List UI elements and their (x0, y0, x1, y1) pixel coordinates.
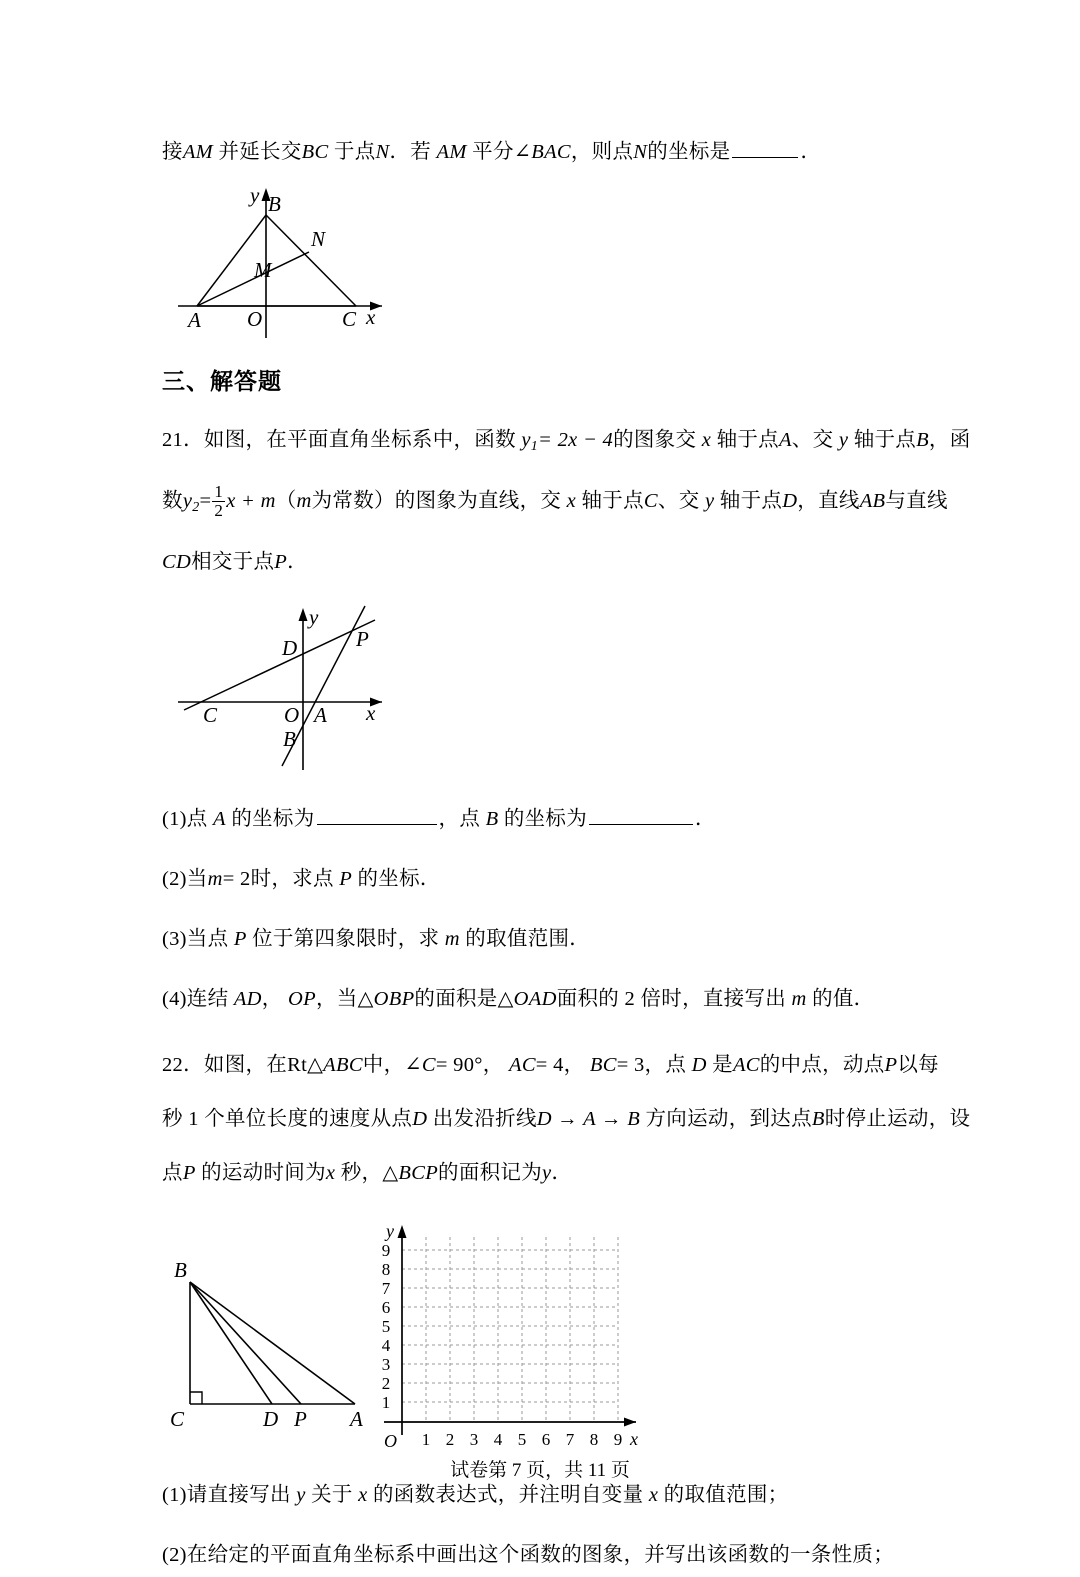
cq-text-2: 并延长交 (218, 141, 302, 163)
label-y-axis: y (309, 604, 319, 629)
q21-var-m-1: m (296, 489, 312, 512)
question-22-line-3 (162, 1151, 922, 1195)
label-x-axis: x (366, 305, 376, 329)
label-point-b: B (174, 1257, 187, 1282)
q22-var-ac: AC (509, 1053, 536, 1076)
q22-tri: △ (307, 1053, 324, 1076)
q21-line1-a: 如图，在平面直角坐标系中，函数 (203, 429, 516, 451)
right-angle-mark (190, 1392, 202, 1404)
q21-var-ab: AB (859, 489, 886, 512)
cq-text-4: ．若 (389, 141, 432, 163)
q22-sub1-tail: 的取值范围； (663, 1483, 789, 1506)
q21-number: 21． (162, 429, 204, 451)
q21-line2-a: 数 (162, 489, 183, 512)
label-origin: O (284, 702, 300, 727)
y-tick-3: 3 (381, 1354, 391, 1374)
q21-var-d-1: D (782, 489, 798, 512)
label-origin: O (247, 307, 263, 331)
x-tick-4: 4 (493, 1429, 503, 1449)
q22-bc-val: = 3 (616, 1053, 645, 1076)
q21-eq-y1-rhs: = 2x − 4 (538, 429, 614, 451)
q21-line2-c: 为常数）的图象为直线，交 (311, 489, 562, 512)
x-tick-3: 3 (469, 1429, 479, 1449)
cq-text-7: 的坐标是 (647, 141, 731, 163)
cq-var-am-2: AM (436, 141, 467, 163)
label-point-n: N (311, 227, 326, 251)
q21-sub4-tail: 的值． (812, 987, 875, 1010)
x-tick-1: 1 (421, 1429, 431, 1449)
answer-blank-n[interactable] (732, 142, 798, 158)
label-point-p: P (356, 626, 369, 651)
label-x-axis: x (630, 1428, 638, 1449)
label-point-a: A (350, 1406, 363, 1431)
segment-bd (190, 1282, 272, 1404)
q22-sub1-var-x2: x (648, 1483, 659, 1506)
x-tick-2: 2 (445, 1429, 455, 1449)
question-21-line-1 (162, 418, 971, 469)
segment-an (197, 252, 309, 306)
q22-var-p: P (884, 1053, 898, 1076)
figure-1-svg (170, 178, 430, 343)
y-tick-9: 9 (381, 1240, 391, 1260)
grid-lines (402, 1237, 618, 1422)
continued-question-text (162, 130, 922, 174)
q22-line2-c: 方向运动，到达点 (645, 1107, 812, 1130)
q21-line2-f: 轴于点 (719, 489, 783, 512)
cq-text-1: 接 (162, 141, 183, 163)
q21-var-y-1: y (838, 429, 849, 451)
section-heading: 三、解答题 (162, 368, 282, 394)
q22-sub1-var-y: y (296, 1483, 306, 1506)
cq-var-n-2: N (633, 141, 648, 163)
label-point-d: D (282, 635, 298, 660)
q22-sub1-mid2: 的函数表达式，并注明自变量 (372, 1483, 644, 1506)
q22-line3-a: 点 (162, 1161, 183, 1184)
q22-var-bc: BC (589, 1053, 617, 1076)
q21-sub1-suffix: ． (695, 807, 716, 830)
q21-sub3-var-p: P (233, 927, 247, 950)
q22-var-abc: ABC (323, 1053, 363, 1076)
q21-line2-d: 轴于点 (581, 489, 644, 512)
q21-line2-h: 与直线 (885, 489, 948, 512)
q22-rt: Rt (287, 1053, 308, 1076)
q21-sub4-var-obp: OBP (373, 987, 415, 1010)
q21-sub2-suffix: 时，求点 (250, 867, 334, 890)
q22-var-ac2: AC (732, 1053, 760, 1076)
q21-sub1-prefix: (1)点 (162, 807, 208, 830)
q21-sub1-mid: 的坐标为 (231, 807, 315, 830)
figure-2-svg (170, 598, 430, 773)
question-21-line-3 (162, 540, 922, 584)
q22-line1-c: ，点 (644, 1053, 687, 1076)
label-point-b: B (268, 192, 281, 216)
q21-var-a-1: A (778, 429, 792, 451)
label-point-a: A (314, 702, 327, 727)
x-tick-7: 7 (565, 1429, 575, 1449)
label-point-d: D (263, 1406, 279, 1431)
q22-line1-f: 以每 (897, 1053, 939, 1076)
q21-var-x-2: x (566, 489, 577, 512)
q21-line1-f: ，函 (928, 429, 971, 451)
figure-empty-grid (364, 1207, 638, 1462)
figure-triangle-abc-mn (170, 178, 922, 343)
q21-var-b-1: B (916, 429, 929, 451)
cq-var-bac: BAC (531, 141, 571, 163)
q22-line3-c: 秒，△ (340, 1161, 399, 1184)
q21-var-x-1: x (701, 429, 712, 451)
y-tick-5: 5 (381, 1316, 391, 1336)
q22-line2-b: 出发沿折线 (432, 1107, 537, 1130)
q21-line1-e: 轴于点 (853, 429, 917, 451)
x-tick-5: 5 (517, 1429, 527, 1449)
x-tick-6: 6 (541, 1429, 551, 1449)
question-21-sub-1 (162, 797, 922, 841)
q22-sub1-var-x: x (358, 1483, 368, 1506)
q21-var-p-1: P (274, 550, 288, 573)
q21-sub4-comma1: ， (261, 987, 283, 1010)
q22-var-d2: D (412, 1107, 428, 1130)
label-point-c: C (170, 1406, 185, 1431)
q21-sub2-tail: 的坐标． (357, 867, 441, 890)
q21-line2-e: 、交 (657, 489, 700, 512)
q22-line1-d: 是 (712, 1053, 733, 1076)
q22-line2-a: 秒 1 个单位长度的速度从点 (162, 1107, 413, 1130)
label-point-a: A (188, 308, 201, 332)
figure-row-q22 (162, 1207, 922, 1467)
q21-var-c-1: C (643, 489, 658, 512)
q21-eq-y1-sub: 1 (530, 438, 539, 454)
q21-line1-b: 的图象交 (613, 429, 697, 451)
q21-sub3-mid: 位于第四象限时，求 (252, 927, 440, 950)
question-22-sub-2: (2)在给定的平面直角坐标系中画出这个函数的图象，并写出该函数的一条性质； (162, 1543, 895, 1566)
fraction-denominator: 2 (214, 500, 224, 520)
q21-eq-y2-sub: 2 (192, 499, 200, 515)
q22-sub1-prefix: (1)请直接写出 (162, 1483, 291, 1506)
label-point-m: M (254, 258, 272, 282)
q21-sub3-prefix: (3)当点 (162, 927, 229, 950)
q22-path: D → A → B (536, 1107, 641, 1130)
answer-blank-point-a[interactable] (317, 809, 437, 825)
q21-sub1-mid2: 的坐标为 (503, 807, 588, 830)
q21-sub4-var-m: m (791, 987, 807, 1010)
question-21-sub-3 (162, 917, 922, 961)
q21-sub1-var-b: B (485, 807, 499, 830)
cq-var-am-1: AM (182, 141, 214, 163)
q22-line1-e: 的中点，动点 (759, 1053, 885, 1076)
q21-line1-d: 、交 (791, 429, 834, 451)
q21-eq-y2-var: y (182, 489, 193, 512)
q21-sub4-var-oad: OAD (513, 987, 557, 1010)
q21-sub1-var-a: A (213, 807, 226, 830)
q22-ang-val: = 90° (435, 1053, 483, 1076)
question-21-sub-4 (162, 977, 922, 1021)
cq-var-bc: BC (301, 141, 329, 163)
q21-sub4-comma2: ，当△ (315, 987, 374, 1010)
q21-line2-g: ，直线 (797, 489, 860, 512)
q21-sub2-eq: = 2 (222, 867, 251, 890)
q21-line3-c: ． (287, 550, 308, 573)
q22-line3-d: 的面积记为 (438, 1161, 543, 1184)
q22-line3-b: 的运动时间为 (201, 1161, 326, 1184)
page-footer: 试卷第 7 页，共 11 页 (450, 1460, 630, 1481)
q22-line2-d: 时停止运动，设 (824, 1107, 971, 1130)
cq-text-3: 于点 (333, 141, 376, 163)
q21-sub2-var-p: P (339, 867, 353, 890)
cq-text-6: ，则点 (570, 141, 634, 163)
q22-line1-a: 如图，在 (203, 1053, 288, 1076)
label-x-axis: x (366, 700, 376, 725)
q21-line1-c: 轴于点 (716, 429, 779, 451)
grid-chart-svg (364, 1207, 638, 1462)
y-tick-1: 1 (381, 1392, 391, 1412)
x-tick-8: 8 (589, 1429, 599, 1449)
q21-sub4-mid: 的面积是△ (414, 987, 514, 1010)
q21-eq-y2-eq: = (199, 489, 212, 512)
label-point-c: C (342, 307, 357, 331)
q21-line3-a: CD (162, 550, 192, 573)
segment-bp (190, 1282, 301, 1404)
x-tick-9: 9 (613, 1429, 623, 1449)
q21-sub4-mid2: 面积的 2 倍时，直接写出 (556, 987, 787, 1010)
q22-var-p2: P (182, 1161, 196, 1184)
y-axis-arrow (398, 1225, 407, 1238)
label-point-c: C (203, 702, 218, 727)
q21-sub3-var-m: m (444, 927, 460, 950)
y-axis-arrow (299, 608, 308, 621)
page-content (162, 0, 971, 1577)
x-axis-arrow (624, 1417, 636, 1426)
q22-var-x: x (325, 1161, 336, 1184)
y-tick-4: 4 (381, 1335, 391, 1355)
q21-eq-y2-rest: x + m (226, 489, 276, 512)
figure-lines-ab-cd (170, 598, 922, 773)
q22-sub1-mid: 关于 (311, 1483, 353, 1506)
question-22-line-1 (162, 1043, 939, 1087)
q21-sub4-var-ad: AD (233, 987, 262, 1010)
q22-comma1: ， (482, 1053, 504, 1076)
cq-text-5: 平分∠ (472, 141, 532, 163)
label-point-b: B (283, 726, 296, 751)
q22-line3-e: ． (551, 1161, 573, 1184)
question-21-sub-2 (162, 857, 922, 901)
y-tick-8: 8 (381, 1259, 391, 1279)
q22-line1-b: 中，∠ (362, 1053, 422, 1076)
q22-comma2: ， (563, 1053, 585, 1076)
cq-text-8: ． (800, 141, 822, 163)
fraction-one-half (212, 483, 225, 519)
label-origin: O (384, 1430, 397, 1451)
q22-var-d: D (691, 1053, 707, 1076)
q22-number: 22． (162, 1053, 204, 1076)
y-tick-6: 6 (381, 1297, 391, 1317)
label-y-axis: y (250, 183, 260, 207)
q21-eq-y1-var: y (521, 429, 531, 451)
label-y-axis: y (386, 1220, 394, 1241)
segment-ba (190, 1282, 355, 1404)
q21-line2-b: （ (275, 489, 297, 512)
q22-var-c-ang: C (421, 1053, 436, 1076)
cq-var-n-1: N (375, 141, 390, 163)
q22-var-bcp: BCP (398, 1161, 439, 1184)
fraction-numerator: 1 (214, 482, 224, 502)
answer-blank-point-b[interactable] (589, 809, 693, 825)
label-point-p: P (294, 1406, 307, 1431)
q21-var-y-2: y (704, 489, 715, 512)
q21-sub3-tail: 的取值范围． (465, 927, 591, 950)
q21-sub4-var-op: OP (288, 987, 316, 1010)
q22-var-b2: B (811, 1107, 825, 1130)
y-tick-7: 7 (381, 1278, 391, 1298)
line-cd (184, 620, 375, 710)
q21-sub1-comma: ，点 (438, 807, 481, 830)
y-tick-2: 2 (381, 1373, 391, 1393)
q22-ac-val: = 4 (535, 1053, 564, 1076)
q21-sub2-var-m: m (207, 867, 223, 890)
q21-sub2-prefix: (2)当 (162, 867, 208, 890)
q22-var-y: y (542, 1161, 552, 1184)
question-22-line-2 (162, 1097, 971, 1141)
q21-line3-b: 相交于点 (191, 550, 275, 573)
question-21-line-2 (162, 479, 948, 530)
q21-sub4-prefix: (4)连结 (162, 987, 229, 1010)
